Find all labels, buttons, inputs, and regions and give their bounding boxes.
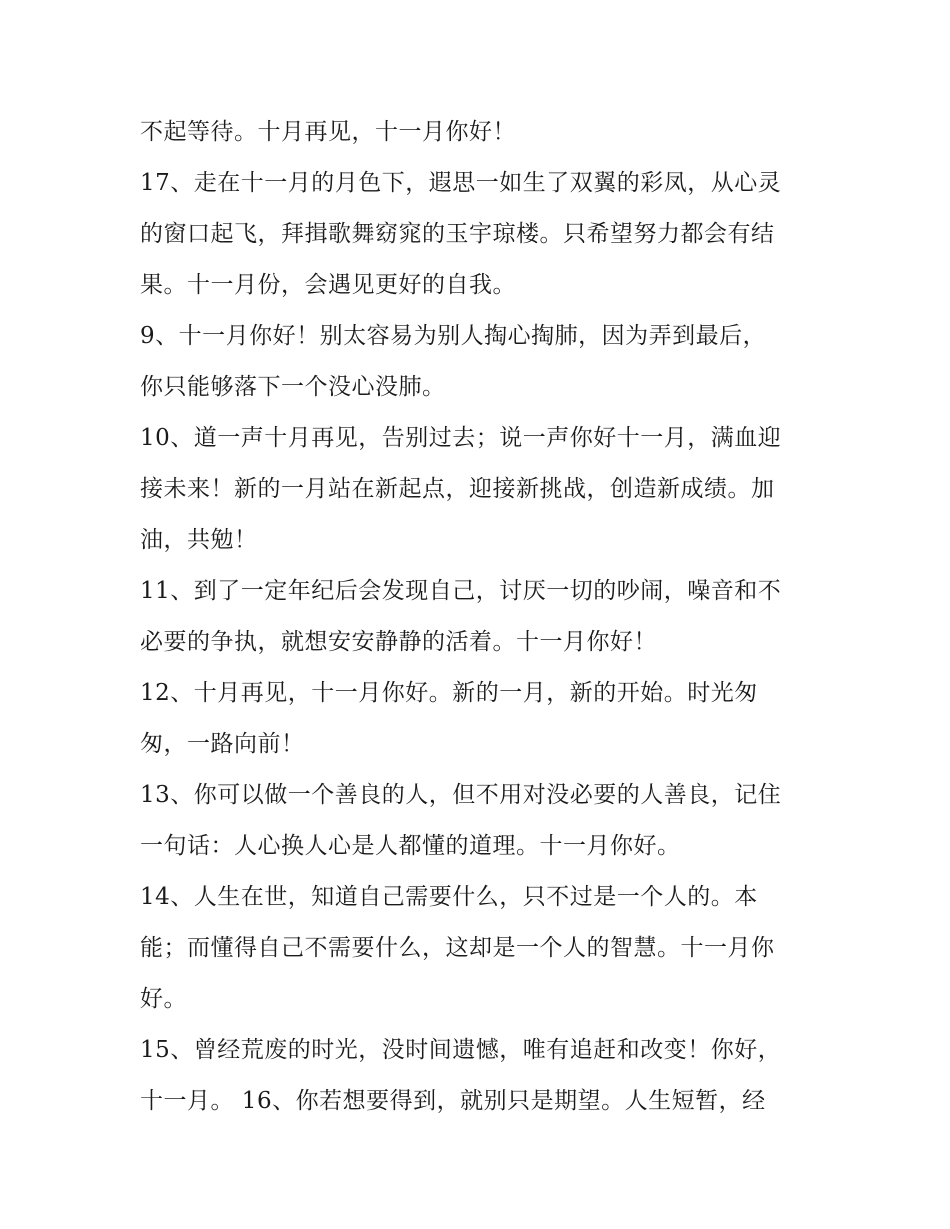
- text-line: 11、到了一定年纪后会发现自己，讨厌一切的吵闹，噪音和不: [140, 578, 782, 604]
- text-line: 13、你可以做一个善良的人，但不用对没必要的人善良，记住: [140, 782, 782, 808]
- text-line: 你只能够落下一个没心没肺。: [140, 374, 446, 400]
- text-line: 17、走在十一月的月色下，遐思一如生了双翼的彩凤，从心灵: [140, 170, 782, 196]
- text-line: 必要的争执，就想安安静静的活着。十一月你好！: [140, 629, 657, 655]
- text-line: 14、人生在世，知道自己需要什么，只不过是一个人的。本: [140, 884, 758, 910]
- text-line: 9、十一月你好！别太容易为别人掏心掏肺，因为弄到最后，: [140, 323, 767, 349]
- text-line: 果。十一月份，会遇见更好的自我。: [140, 272, 516, 298]
- text-line: 匆，一路向前！: [140, 731, 305, 757]
- text-line: 不起等待。十月再见，十一月你好！: [140, 119, 516, 145]
- text-line: 的窗口起飞，拜揖歌舞窈窕的玉宇琼楼。只希望努力都会有结: [140, 221, 775, 247]
- body-text: [140, 107, 820, 1127]
- text-line: 十一月。 16、你若想要得到，就别只是期望。人生短暂，经: [140, 1088, 766, 1114]
- text-line: 15、曾经荒废的时光，没时间遗憾，唯有追赶和改变！你好，: [140, 1037, 782, 1063]
- text-line: 油，共勉！: [140, 527, 258, 553]
- text-line: 10、道一声十月再见，告别过去；说一声你好十一月，满血迎: [140, 425, 782, 451]
- text-line: 12、十月再见，十一月你好。新的一月，新的开始。时光匆: [140, 680, 758, 706]
- text-line: 能；而懂得自己不需要什么，这却是一个人的智慧。十一月你: [140, 935, 775, 961]
- text-line: 接未来！新的一月站在新起点，迎接新挑战，创造新成绩。加: [140, 476, 775, 502]
- text-line: 好。: [140, 986, 187, 1012]
- text-line: 一句话：人心换人心是人都懂的道理。十一月你好。: [140, 833, 681, 859]
